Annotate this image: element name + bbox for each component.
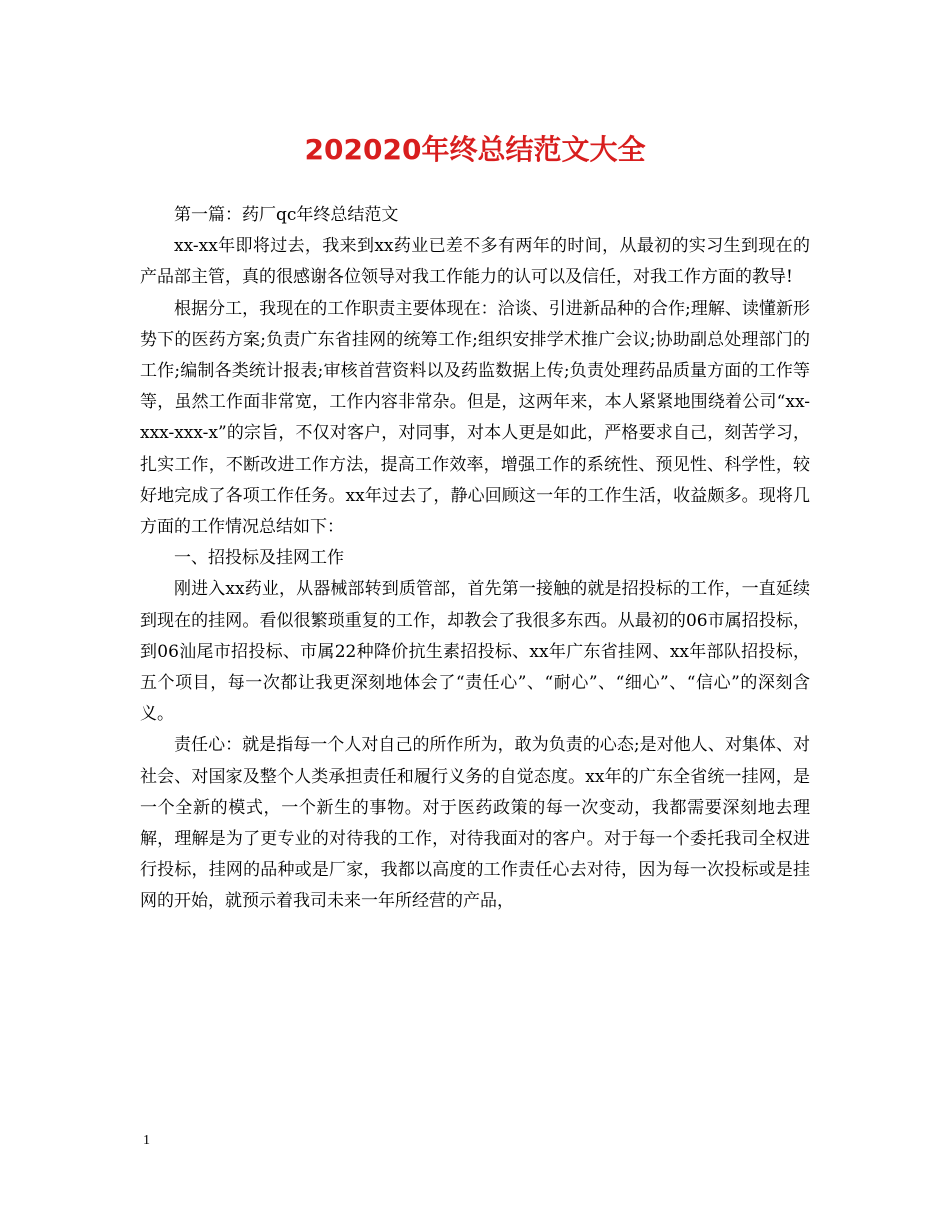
document-title: 202020年终总结范文大全 <box>304 133 646 166</box>
document-body <box>140 200 810 918</box>
section-heading-1: 第一篇：药厂qc年终总结范文 <box>174 205 399 225</box>
paragraph-4: 责任心：就是指每一个人对自己的所作所为，敢为负责的心态;是对他人、对集体、对社会、对国家及整个人类承担责任和履行义务的自觉态度。xx年的广东全省统一挂网，是一个全新的模式，一个新生的事物。对于医药政策的每一次变动，我都需要深刻地去理解，理解是为了更专业的对待我的工作，对待我面对的客户。对于每一个委托我司全权进行投标，挂网的品种或是厂家，我都以高度的工作责任心去对待，因为每一次投标或是挂网的开始，就预示着我司未来一年所经营的产品， <box>140 735 810 912</box>
paragraph-2: 根据分工，我现在的工作职责主要体现在：洽谈、引进新品种的合作;理解、读懂新形势下的医药方案;负责广东省挂网的统筹工作;组织安排学术推广会议;协助副总处理部门的工作;编制各类统计报表;审核首营资料以及药监数据上传;负责处理药品质量方面的工作等等，虽然工作面非常宽，工作内容非常杂。但是，这两年来，本人紧紧地围绕着公司“xx-xxx-xxx-x”的宗旨，不仅对客户，对同事，对本人更是如此，严格要求自己，刻苦学习，扎实工作，不断改进工作方法，提高工作效率，增强工作的系统性、预见性、科学性，较好地完成了各项工作任务。xx年过去了，静心回顾这一年的工作生活，收益颇多。现将几方面的工作情况总结如下： <box>140 298 810 538</box>
page-number: 1 <box>143 1133 150 1148</box>
paragraph-1: xx-xx年即将过去，我来到xx药业已差不多有两年的时间，从最初的实习生到现在的产品部主管，真的很感谢各位领导对我工作能力的认可以及信任，对我工作方面的教导! <box>140 236 810 288</box>
section-heading-2: 一、招投标及挂网工作 <box>174 548 344 569</box>
paragraph-3: 刚进入xx药业，从器械部转到质管部，首先第一接触的就是招投标的工作，一直延续到现在的挂网。看似很繁琐重复的工作，却教会了我很多东西。从最初的06市属招投标，到06汕尾市招投标、市属22种降价抗生素招投标、xx年广东省挂网、xx年部队招投标，五个项目，每一次都让我更深刻地体会了“责任心”、“耐心”、“细心”、“信心”的深刻含义。 <box>140 579 810 725</box>
